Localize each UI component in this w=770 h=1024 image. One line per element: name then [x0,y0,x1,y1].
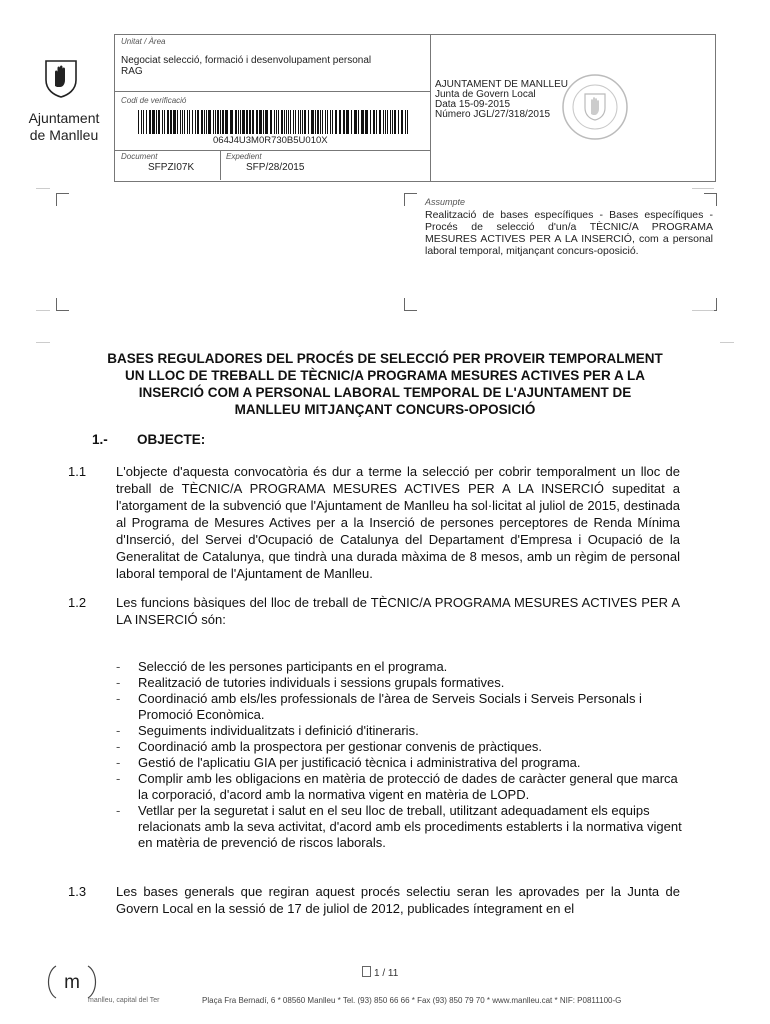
barcode-bar [332,110,333,134]
paragraph-text: Les funcions bàsiques del lloc de treball de TÈCNIC/A PROGRAMA MESURES ACTIVES PER A LA INSERCIÓ són: [116,595,680,627]
barcode-bar [240,110,241,134]
paragraph-1-2 [68,594,680,628]
document-label: Document [121,152,158,161]
official-seal-icon [560,72,630,142]
expedient-value: SFP/28/2015 [246,162,305,173]
barcode-bar [390,110,391,134]
barcode-bar [177,110,178,134]
barcode-bar [162,110,163,134]
ajuntament-shield-icon [44,58,78,98]
crop-mark-bl [56,298,69,311]
bullet-dash: - [116,755,121,770]
function-item [116,803,682,851]
barcode-bar [195,110,196,134]
verification-barcode [138,110,410,134]
barcode-bar [387,110,388,134]
barcode-bar [170,110,172,134]
ajuntament-name-line1: Ajuntament [28,110,100,126]
barcode-bar [187,110,188,134]
reg-mark [36,310,50,311]
barcode-bar [204,110,205,134]
footer-logo-letter: m [64,972,80,993]
barcode-bar [322,110,323,134]
registry-line3: Data 15-09-2015 [435,99,511,110]
footer-logo-icon [42,962,102,1002]
barcode-bar [405,110,406,134]
reg-mark [36,342,50,343]
barcode-bar [220,110,221,134]
barcode-bar [173,110,176,134]
barcode-bar [304,110,306,134]
function-text: Realització de tutories individuals i sessions grupals formatives. [138,675,505,690]
function-text: Complir amb les obligacions en matèria de protecció de dades de caràcter general que marca la corporació, d'acord amb la normativa vigent en matèria de LOPD. [138,771,678,802]
paragraph-text: L'objecte d'aquesta convocatòria és dur a terme la selecció per cobrir temporalment un lloc de treball de TÈCNIC/A PROGRAMA MESURES ACTIVES PER A LA INSERCIÓ supeditat a l'atorgament de la subvenció que l'Ajuntament de Manlleu ha sol·licitat al juliol de 2015, destinada al Programa de Mesures Actives per a la Inserció de persones perceptores de Renda Mínima d'Inserció, del Servei d'Ocupació de Catalunya del Departament d'Empresa i Ocupació de la Generalitat de Catalunya, que tindrà una durada màxima de 8 mesos, amb un règim de personal laboral temporal de l'Ajuntament de Manlleu. [116,464,680,581]
barcode-bar [138,110,139,134]
barcode-bar [325,110,326,134]
barcode-bar [230,110,233,134]
codi-value: 064J4U3M0R730B5U010X [213,135,328,146]
barcode-bar [156,110,157,134]
function-item [116,755,682,771]
barcode-bar [252,110,254,134]
barcode-bar [263,110,264,134]
bullet-dash: - [116,675,121,690]
barcode-bar [164,110,165,134]
crop-mark-tr [704,193,717,206]
barcode-bar [317,110,319,134]
barcode-bar [249,110,251,134]
barcode-bar [365,110,368,134]
barcode-bar [295,110,296,134]
barcode-bar [284,110,285,134]
barcode-bar [278,110,279,134]
barcode-bar [215,110,216,134]
unitat-value-line2: RAG [121,66,143,77]
header-rule-2 [114,150,430,151]
barcode-bar [327,110,328,134]
section-heading [92,432,205,447]
function-text: Seguiments individualitzats i definició d'itineraris. [138,723,419,738]
function-text: Coordinació amb els/les professionals de l'àrea de Serveis Socials i Serveis Personals i Promoció Econòmica. [138,691,642,722]
barcode-bar [235,110,237,134]
reg-mark [692,310,714,311]
barcode-bar [311,110,314,134]
barcode-bar [146,110,147,134]
barcode-bar [358,110,359,134]
section-title: OBJECTE: [137,432,206,447]
function-text: Gestió de l'aplicatiu GIA per justificació tècnica i administrativa del programa. [138,755,581,770]
header-rule-3 [220,150,221,180]
function-text: Coordinació amb la prospectora per gestionar convenis de pràctiques. [138,739,542,754]
header-divider [430,34,431,181]
barcode-bar [256,110,258,134]
barcode-bar [308,110,309,134]
barcode-bar [225,110,228,134]
page-number: 1 / 11 [362,966,398,979]
document-title [80,350,690,418]
barcode-bar [222,110,224,134]
barcode-bar [189,110,190,134]
barcode-bar [298,110,299,134]
reg-mark [720,342,734,343]
registry-line1: AJUNTAMENT DE MANLLEU [435,79,568,90]
barcode-bar [167,110,169,134]
barcode-bar [217,110,219,134]
barcode-bar [351,110,352,134]
barcode-bar [197,110,199,134]
expedient-label: Expedient [226,152,262,161]
barcode-bar [286,110,287,134]
title-line3: INSERCIÓ COM A PERSONAL LABORAL TEMPORAL DE L'AJUNTAMENT DE [138,385,632,400]
header-rule-1 [114,91,430,92]
barcode-bar [259,110,262,134]
function-item [116,771,682,803]
barcode-bar [300,110,301,134]
barcode-bar [206,110,207,134]
title-line2: UN LLOC DE TREBALL DE TÈCNIC/A PROGRAMA MESURES ACTIVES PER A LA [124,368,646,383]
functions-list [116,659,682,851]
bullet-dash: - [116,659,121,674]
bullet-dash: - [116,803,121,818]
barcode-bar [265,110,268,134]
reg-mark [692,188,714,189]
barcode-bar [246,110,248,134]
barcode-bar [407,110,408,134]
barcode-bar [152,110,155,134]
ajuntament-name [14,110,114,144]
barcode-bar [379,110,381,134]
assumpte-text: Realització de bases específiques - Bases específiques - Procés de selecció d'un/a TÈCNIC/A PROGRAMA MESURES ACTIVES PER A LA INSERCIÓ, com a personal laboral temporal, mitjançant concurs-oposició. [425,209,713,257]
barcode-bar [242,110,245,134]
function-item [116,723,682,739]
footer-address: Plaça Fra Bernadí, 6 * 08560 Manlleu * Tel. (93) 850 66 66 * Fax (93) 850 79 70 * www.manlleu.cat * NIF: P0811100-G [202,996,622,1005]
registry-stamp-text [435,80,568,120]
bullet-dash: - [116,739,121,754]
page-icon [362,966,371,977]
bullet-dash: - [116,723,121,738]
paragraph-1-3 [68,883,680,917]
barcode-bar [274,110,275,134]
barcode-bar [281,110,283,134]
barcode-bar [288,110,289,134]
title-line4: MANLLEU MITJANÇANT CONCURS-OPOSICIÓ [234,402,536,417]
paragraph-number: 1.2 [68,595,87,610]
unitat-label: Unitat / Àrea [121,37,166,46]
barcode-bar [180,110,181,134]
barcode-bar [276,110,277,134]
barcode-bar [192,110,193,134]
bullet-dash: - [116,771,121,786]
barcode-bar [182,110,183,134]
barcode-bar [385,110,386,134]
barcode-bar [376,110,377,134]
section-number: 1.- [92,432,108,447]
paragraph-number: 1.1 [68,464,87,479]
barcode-bar [394,110,396,134]
barcode-bar [141,110,142,134]
barcode-bar [302,110,303,134]
paragraph-text: Les bases generals que regiran aquest procés selectiu seran les aprovades per la Junta de Govern Local en la sessió de 17 de juliol de 2012, publicades íntegrament en el [116,884,680,916]
barcode-bar [213,110,214,134]
crop-mark-tl [56,193,69,206]
crop-mark-tl2 [404,193,417,206]
unitat-value-line1: Negociat selecció, formació i desenvolupament personal [121,55,372,66]
barcode-bar [143,110,144,134]
barcode-bar [392,110,393,134]
function-item [116,675,682,691]
paragraph-number: 1.3 [68,884,87,899]
paragraph-1-1 [68,463,680,582]
codi-label: Codi de verificació [121,96,187,105]
barcode-bar [270,110,272,134]
reg-mark [36,188,50,189]
barcode-bar [184,110,185,134]
barcode-bar [290,110,291,134]
function-text: Vetllar per la seguretat i salut en el seu lloc de treball, utilitzant adequadament els equips relacionats amb la seva activitat, d'acord amb els procediments establerts i la normativa vigent en matèria de prevenció de riscos laborals. [138,803,682,850]
crop-mark-bl2 [404,298,417,311]
registry-line2: Junta de Govern Local [435,89,536,100]
barcode-bar [398,110,399,134]
barcode-bar [346,110,349,134]
function-item [116,691,682,723]
barcode-bar [339,110,341,134]
ajuntament-name-line2: de Manlleu [29,127,99,143]
barcode-bar [320,110,321,134]
barcode-bar [401,110,403,134]
footer-tagline: manlleu, capital del Ter [88,997,160,1004]
barcode-bar [149,110,151,134]
barcode-bar [158,110,160,134]
function-text: Selecció de les persones participants en el programa. [138,659,448,674]
barcode-bar [373,110,375,134]
barcode-bar [343,110,345,134]
barcode-bar [315,110,316,134]
assumpte-label: Assumpte [425,197,466,207]
barcode-bar [208,110,211,134]
title-line1: BASES REGULADORES DEL PROCÉS DE SELECCIÓ PER PROVEIR TEMPORALMENT [107,351,663,366]
barcode-bar [354,110,357,134]
document-value: SFPZI07K [148,162,195,173]
barcode-bar [238,110,239,134]
barcode-bar [361,110,364,134]
function-item [116,739,682,755]
barcode-bar [293,110,294,134]
registry-line4: Número JGL/27/318/2015 [435,109,551,120]
barcode-bar [370,110,371,134]
barcode-bar [330,110,331,134]
barcode-bar [335,110,337,134]
barcode-bar [201,110,203,134]
barcode-bar [383,110,384,134]
bullet-dash: - [116,691,121,706]
function-item [116,659,682,675]
